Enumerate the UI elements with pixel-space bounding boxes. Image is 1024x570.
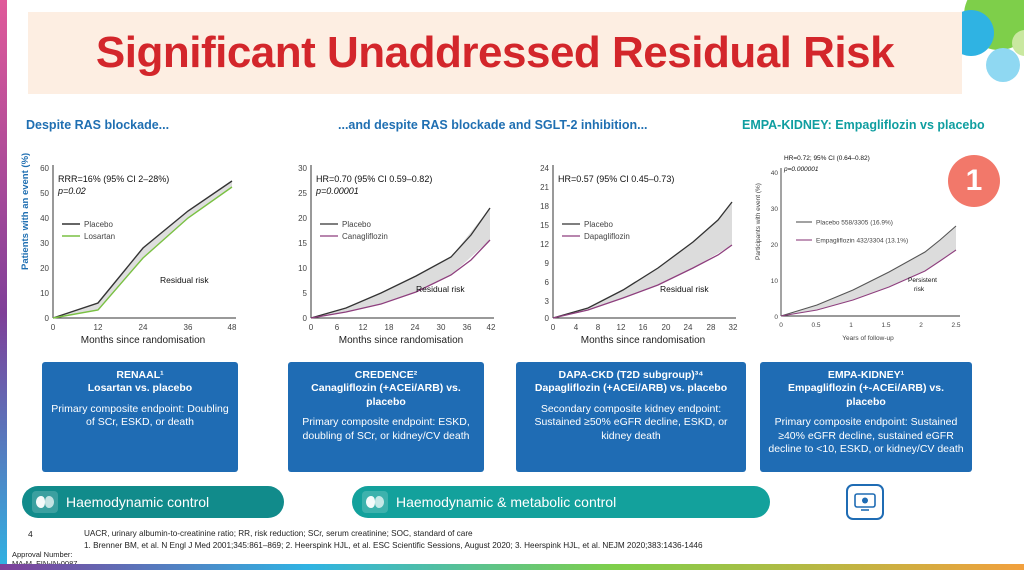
study-cards <box>0 362 1024 474</box>
svg-text:32: 32 <box>728 323 738 332</box>
pill-label: Haemodynamic control <box>66 494 210 510</box>
card-heading: EMPA-KIDNEY¹ <box>827 369 905 381</box>
panel-label-right: EMPA-KIDNEY: Empagliflozin vs placebo <box>742 118 985 132</box>
card-heading: RENAAL¹ <box>116 369 164 381</box>
pill-haemodynamic-control <box>22 486 284 518</box>
empa-ylabel: Participants with event (%) <box>755 183 762 260</box>
svg-text:5: 5 <box>302 289 307 298</box>
svg-text:8: 8 <box>595 323 601 332</box>
svg-text:Placebo: Placebo <box>342 220 371 229</box>
svg-text:20: 20 <box>40 264 49 273</box>
svg-text:36: 36 <box>462 323 472 332</box>
kidney-icon <box>32 491 58 513</box>
svg-text:0: 0 <box>544 314 549 323</box>
svg-text:RRR=16% (95% CI 2–28%): RRR=16% (95% CI 2–28%) <box>58 174 170 184</box>
svg-text:40: 40 <box>40 214 49 223</box>
svg-text:0: 0 <box>302 314 307 323</box>
svg-text:Residual risk: Residual risk <box>660 284 709 294</box>
study-card <box>42 362 238 472</box>
svg-text:25: 25 <box>298 189 307 198</box>
svg-text:10: 10 <box>770 278 778 285</box>
svg-text:40: 40 <box>770 170 778 177</box>
empa-xlabel: Years of follow-up <box>842 335 894 342</box>
card-subheading: Dapagliflozin (+ACEi/ARB) vs. placebo <box>534 382 728 395</box>
card-subheading: Canagliflozin (+ACEi/ARB) vs. placebo <box>311 382 461 408</box>
svg-text:28: 28 <box>706 323 716 332</box>
svg-text:20: 20 <box>661 323 671 332</box>
svg-text:24: 24 <box>683 323 693 332</box>
svg-text:12: 12 <box>93 323 103 332</box>
chart-credence <box>276 140 506 345</box>
credence-y-ticks <box>298 164 307 323</box>
svg-text:2: 2 <box>919 322 923 329</box>
chart-renaal <box>18 140 248 345</box>
empa-legend <box>796 220 908 245</box>
svg-text:0: 0 <box>50 323 56 332</box>
svg-text:0: 0 <box>774 314 778 321</box>
renaal-ylabel: Patients with an event (%) <box>20 152 31 270</box>
page-title: Significant Unaddressed Residual Risk <box>95 28 895 77</box>
renaal-x-ticks <box>51 323 237 332</box>
svg-text:16: 16 <box>638 323 648 332</box>
svg-text:6: 6 <box>544 278 549 287</box>
study-card <box>288 362 484 472</box>
card-heading: CREDENCE² <box>354 369 418 381</box>
charts-row <box>0 140 1024 350</box>
card-subheading: Empagliflozin (+-ACEi/ARB) vs. placebo <box>787 382 945 408</box>
svg-text:Placebo 558/3305 (16.9%): Placebo 558/3305 (16.9%) <box>816 219 893 227</box>
svg-text:3: 3 <box>544 297 549 306</box>
study-card <box>760 362 972 472</box>
svg-text:15: 15 <box>298 239 307 248</box>
bottom-edge-gradient <box>0 564 1024 570</box>
svg-text:30: 30 <box>298 164 307 173</box>
card-body: Primary composite endpoint: ESKD, doubling of SCr, or kidney/CV death <box>302 416 470 442</box>
svg-text:HR=0.72; 95% CI (0.64–0.82): HR=0.72; 95% CI (0.64–0.82) <box>784 155 870 162</box>
dapackd-x-ticks <box>551 323 738 332</box>
chart-empakidney <box>750 140 972 345</box>
empakidney-svg <box>750 140 972 345</box>
svg-text:36: 36 <box>183 323 193 332</box>
svg-text:15: 15 <box>540 221 549 230</box>
svg-text:0.5: 0.5 <box>811 322 821 329</box>
dapackd-y-ticks <box>540 164 549 323</box>
renaal-y-ticks <box>40 164 49 323</box>
svg-text:30: 30 <box>436 323 446 332</box>
approval-label: Approval Number: <box>12 550 73 559</box>
panel-label-left: Despite RAS blockade... <box>26 118 170 132</box>
svg-text:p=0.00001: p=0.00001 <box>316 186 359 196</box>
credence-legend <box>320 220 388 241</box>
card-subheading: Losartan vs. placebo <box>87 382 193 395</box>
svg-text:30: 30 <box>40 239 49 248</box>
footnote-references: 1. Brenner BM, et al. N Engl J Med 2001;345:861–869; 2. Heerspink HJL, et al. ESC Scientific Sessions, August 2020; 3. Heerspink HJL, et al. NEJM 2020;383:1436-1446 <box>84 541 703 551</box>
footnotes <box>28 528 988 553</box>
monitor-icon <box>846 484 884 520</box>
svg-text:12: 12 <box>540 240 549 249</box>
svg-text:24: 24 <box>540 164 549 173</box>
svg-text:HR=0.57 (95% CI 0.45–0.73): HR=0.57 (95% CI 0.45–0.73) <box>558 174 675 184</box>
svg-text:Placebo: Placebo <box>84 220 113 229</box>
svg-text:Residual risk: Residual risk <box>416 284 465 294</box>
svg-text:18: 18 <box>384 323 394 332</box>
dapackd-svg <box>518 140 748 345</box>
card-body: Primary composite endpoint: Doubling of SCr, ESKD, or death <box>51 402 229 429</box>
card-heading: DAPA-CKD (T2D subgroup)³⁴ <box>558 369 704 381</box>
svg-text:42: 42 <box>486 323 496 332</box>
svg-text:60: 60 <box>40 164 49 173</box>
chart-dapackd <box>518 140 748 345</box>
svg-text:24: 24 <box>138 323 148 332</box>
svg-text:2.5: 2.5 <box>951 322 961 329</box>
renaal-svg <box>18 140 248 345</box>
card-body: Secondary composite kidney endpoint: Sustained ≥50% eGFR decline, ESKD, or kidney death <box>534 402 728 442</box>
dapackd-legend <box>562 220 630 241</box>
svg-text:0: 0 <box>550 323 556 332</box>
svg-text:24: 24 <box>410 323 420 332</box>
svg-text:0: 0 <box>308 323 314 332</box>
svg-text:Dapagliflozin: Dapagliflozin <box>584 232 630 241</box>
svg-text:10: 10 <box>40 289 49 298</box>
svg-text:10: 10 <box>298 264 307 273</box>
svg-text:Residual risk: Residual risk <box>160 275 209 285</box>
svg-text:0: 0 <box>779 322 783 329</box>
credence-svg <box>276 140 506 345</box>
kidney-icon <box>362 491 388 513</box>
svg-text:20: 20 <box>770 242 778 249</box>
svg-text:50: 50 <box>40 189 49 198</box>
svg-text:p=0.02: p=0.02 <box>58 186 86 196</box>
svg-text:20: 20 <box>298 214 307 223</box>
credence-xlabel: Months since randomisation <box>338 335 464 345</box>
svg-text:4: 4 <box>573 323 579 332</box>
svg-text:p=0.000001: p=0.000001 <box>784 166 819 173</box>
step-badge: 1 <box>948 155 1000 207</box>
svg-text:12: 12 <box>358 323 368 332</box>
dapackd-xlabel: Months since randomisation <box>580 335 706 345</box>
svg-text:6: 6 <box>334 323 340 332</box>
svg-text:18: 18 <box>540 202 549 211</box>
svg-text:9: 9 <box>544 259 549 268</box>
slide-number: 4 <box>28 529 33 539</box>
svg-text:Placebo: Placebo <box>584 220 613 229</box>
empa-y-ticks <box>771 170 779 321</box>
study-card <box>516 362 746 472</box>
title-band <box>28 12 962 94</box>
svg-text:21: 21 <box>540 183 549 192</box>
panel-labels <box>0 118 1024 138</box>
pill-haemodynamic-metabolic-control <box>352 486 770 518</box>
svg-text:risk: risk <box>914 286 925 293</box>
svg-text:Empagliflozin 432/3304 (13.1%: Empagliflozin 432/3304 (13.1%) <box>816 237 909 245</box>
dapackd-annotations <box>558 174 709 294</box>
svg-text:12: 12 <box>616 323 626 332</box>
credence-x-ticks <box>309 323 496 332</box>
svg-text:Canagliflozin: Canagliflozin <box>342 232 388 241</box>
pill-label: Haemodynamic & metabolic control <box>396 494 617 510</box>
card-body: Primary composite endpoint: Sustained ≥40% eGFR decline, sustained eGFR decline to <10, ESKD, or kidney/CV death <box>768 416 964 456</box>
svg-text:1: 1 <box>849 322 853 329</box>
svg-text:Persistent: Persistent <box>908 277 937 284</box>
panel-label-middle: ...and despite RAS blockade and SGLT-2 inhibition... <box>338 118 648 132</box>
svg-text:HR=0.70 (95% CI 0.59–0.82): HR=0.70 (95% CI 0.59–0.82) <box>316 174 433 184</box>
svg-text:0: 0 <box>44 314 49 323</box>
renaal-legend <box>62 220 115 241</box>
svg-text:1.5: 1.5 <box>881 322 891 329</box>
svg-text:48: 48 <box>227 323 237 332</box>
empa-x-ticks <box>779 322 961 329</box>
renaal-xlabel: Months since randomisation <box>80 335 206 345</box>
svg-text:30: 30 <box>770 206 778 213</box>
svg-text:Losartan: Losartan <box>84 232 116 241</box>
footnote-abbreviations: UACR, urinary albumin-to-creatinine ratio; RR, risk reduction; SCr, serum creatinine; SOC, standard of care <box>84 529 473 538</box>
